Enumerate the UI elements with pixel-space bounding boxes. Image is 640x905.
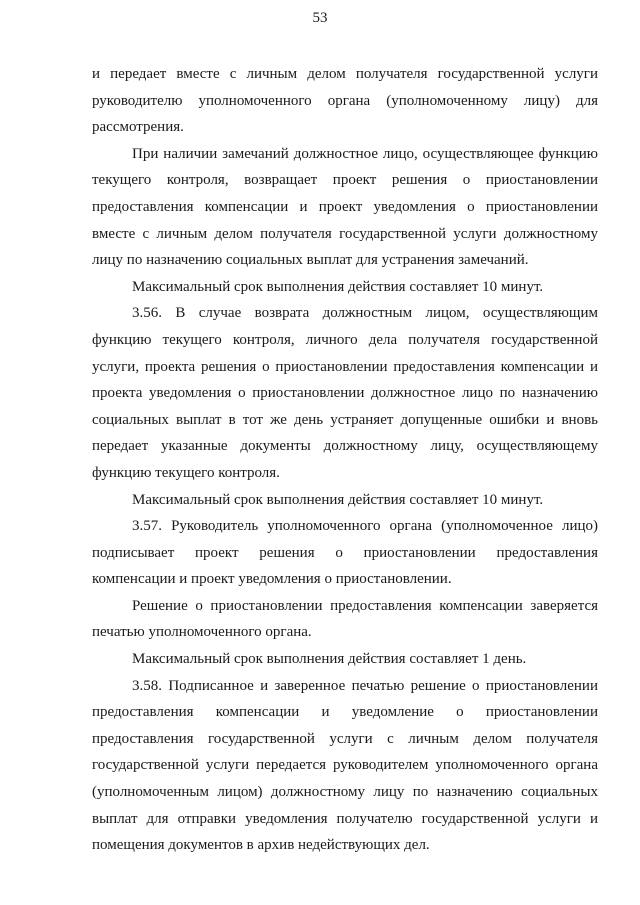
paragraph-deadline: Максимальный срок выполнения действия составляет 10 минут. — [132, 491, 544, 508]
paragraph-seal: Решение о приостановлении предоставления компенсации заверяется печатью уполномоченного органа. — [92, 597, 598, 641]
paragraph-deadline: Максимальный срок выполнения действия составляет 1 день. — [132, 651, 527, 668]
paragraph-remarks: При наличии замечаний должностное лицо, осуществляющее функцию текущего контроля, возвращает проект решения о приостановлении предоставления компенсации и проект уведомления о приостановлении вместе с личным делом получателя государственной услуги должностному лицу по назначению социальных выплат для устранения замечаний. — [92, 145, 598, 269]
document-body — [92, 61, 598, 859]
page-number: 53 — [312, 10, 328, 26]
paragraph-3-57: 3.57. Руководитель уполномоченного органа (уполномоченное лицо) подписывает проект решения о приостановлении предоставления компенсации и проект уведомления о приостановлении. — [92, 518, 598, 588]
paragraph-continuation: и передает вместе с личным делом получателя государственной услуги руководителю уполномоченного органа (уполномоченному лицу) для рассмотрения. — [92, 66, 598, 136]
paragraph-3-56: 3.56. В случае возврата должностным лицом, осуществляющим функцию текущего контроля, личного дела получателя государственной услуги, проекта решения о приостановлении предоставления компенсации и проекта уведомления о приостановлении должностное лицо по назначению социальных выплат в тот же день устраняет допущенные ошибки и вновь передает указанные документы должностному лицу, осуществляющему функцию текущего контроля. — [92, 305, 598, 481]
paragraph-3-58: 3.58. Подписанное и заверенное печатью решение о приостановлении предоставления компенсации и уведомление о приостановлении предоставления государственной услуги с личным делом получателя государственной услуги передается руководителем уполномоченного органа (уполномоченным лицом) должностному лицу по назначению социальных выплат для отправки уведомления получателю государственной услуги и помещения документов в архив недействующих дел. — [92, 677, 598, 854]
paragraph-deadline: Максимальный срок выполнения действия составляет 10 минут. — [132, 278, 544, 295]
